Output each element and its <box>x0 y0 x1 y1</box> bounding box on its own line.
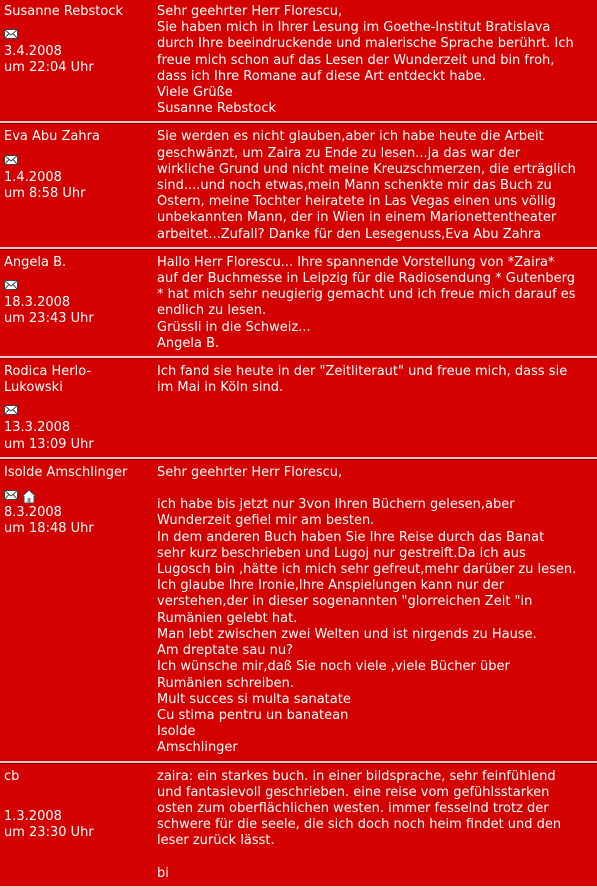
message-line: geschwänzt, um Zaira zu Ende zu lesen...ja das war der <box>157 145 521 161</box>
author-name: cb <box>4 768 20 784</box>
contact-icons <box>4 404 154 420</box>
entry-date: 1.3.2008 <box>4 808 62 824</box>
message-line: Susanne Rebstock <box>157 101 277 117</box>
entry-time: um 23:30 Uhr <box>4 824 94 840</box>
entry-meta <box>0 465 154 757</box>
entry-time: um 23:43 Uhr <box>4 311 94 327</box>
author-name: Susanne Rebstock <box>4 4 124 19</box>
message-line: Sehr geehrter Herr Florescu, <box>157 464 343 480</box>
message-line: Rumänien schreiben. <box>157 675 294 691</box>
guestbook-entry <box>0 0 597 123</box>
message-line: Hallo Herr Florescu... Ihre spannende Vorstellung von *Zaira* <box>157 254 555 270</box>
contact-icons <box>4 793 154 809</box>
entry-meta <box>0 129 154 242</box>
message-line: Am dreptate sau nu? <box>157 643 294 659</box>
entry-message <box>154 4 587 117</box>
message-line: Ostern, meine Tochter heiratete in Las Vegas einen uns völlig <box>157 194 556 210</box>
message-line: leser zurück lässt. <box>157 833 275 849</box>
author-name: Isolde Amschlinger <box>4 464 128 480</box>
entry-time: um 18:48 Uhr <box>4 521 94 537</box>
message-line: Rumänien gelebt hat. <box>157 610 298 626</box>
entry-date: 1.4.2008 <box>4 169 62 185</box>
message-line: Mult succes si multa sanatate <box>157 691 351 707</box>
mail-icon[interactable] <box>4 489 18 506</box>
entry-date: 18.3.2008 <box>4 295 71 311</box>
message-line: arbeitet...Zufall? Danke für den Lesegenuss,Eva Abu Zahra <box>157 226 542 242</box>
message-line: dass ich Ihre Romane auf diese Art entdeckt habe. <box>157 68 486 84</box>
mail-icon[interactable] <box>4 154 18 171</box>
guestbook-entry <box>0 125 597 248</box>
contact-icons <box>4 279 154 295</box>
entry-time: um 22:04 Uhr <box>4 60 94 76</box>
message-line: Ich fand sie heute in der "Zeitliteraut" und freue mich, dass sie <box>157 364 568 380</box>
message-line: Grüssli in die Schweiz... <box>157 319 311 335</box>
entry-message <box>154 129 587 242</box>
message-line <box>157 850 587 866</box>
message-line: * hat mich sehr neugierig gemacht und ich freue mich darauf es <box>157 287 576 303</box>
contact-icons <box>4 489 154 505</box>
message-line: bi <box>157 865 169 881</box>
message-line: sehr kurz beschrieben und Lugoj nur gestreift.Da ich aus <box>157 545 526 561</box>
message-line: endlich zu lesen. <box>157 303 267 319</box>
entry-message <box>154 364 587 453</box>
message-line: Lugosch bin ,hätte ich mich sehr gefreut,mehr darüber zu lesen. <box>157 562 577 578</box>
entry-meta <box>0 364 154 453</box>
message-line: wirkliche Grund und nicht meine Kreuzschmerzen, die erträglich <box>157 161 576 177</box>
entry-time: um 13:09 Uhr <box>4 436 94 452</box>
message-line: Viele Grüße <box>157 85 233 101</box>
message-line: zaira: ein starkes buch. in einer bildsprache, sehr feinfühlend <box>157 768 556 784</box>
message-line: Ich glaube Ihre Ironie,Ihre Anspielungen kann nur der <box>157 578 505 594</box>
entry-date: 8.3.2008 <box>4 505 62 521</box>
message-line: unbekannten Mann, der in Wien in einem Marionettentheater <box>157 210 557 226</box>
message-line: durch Ihre beeindruckende und malerische Sprache berührt. Ich <box>157 36 574 52</box>
message-line: In dem anderen Buch haben Sie Ihre Reise durch das Banat <box>157 529 545 545</box>
author-name: Angela B. <box>4 254 67 270</box>
entry-date: 13.3.2008 <box>4 420 71 436</box>
message-line: Wunderzeit gefiel mir am besten. <box>157 513 375 529</box>
entry-meta <box>0 769 154 882</box>
mail-icon[interactable] <box>4 28 18 45</box>
author-name: Rodica Herlo- Lukowski <box>4 364 92 396</box>
message-line: Angela B. <box>157 335 220 351</box>
message-line: schwere für die seele, die sich doch noch heim findet und den <box>157 817 562 833</box>
entry-meta <box>0 255 154 352</box>
entry-message <box>154 465 587 757</box>
mail-icon[interactable] <box>4 404 18 421</box>
message-line: Sie haben mich in Ihrer Lesung im Goethe-Institut Bratislava <box>157 20 551 36</box>
guestbook-entry <box>0 251 597 358</box>
entry-time: um 8:58 Uhr <box>4 185 86 201</box>
message-line: Isolde <box>157 724 196 740</box>
message-line: im Mai in Köln sind. <box>157 380 284 396</box>
message-line: Cu stima pentru un banatean <box>157 707 349 723</box>
guestbook-entry <box>0 461 597 763</box>
guestbook-entry <box>0 360 597 459</box>
entry-message <box>154 769 587 882</box>
entry-meta <box>0 4 154 117</box>
message-line: Sehr geehrter Herr Florescu, <box>157 4 343 19</box>
contact-icons <box>4 28 154 44</box>
message-line: auf der Buchmesse in Leipzig für die Radiosendung * Gutenberg <box>157 271 576 287</box>
message-line: verstehen,der in dieser sogenannten "glorreichen Zeit "in <box>157 594 533 610</box>
mail-icon[interactable] <box>4 279 18 296</box>
entry-date: 3.4.2008 <box>4 44 62 60</box>
message-line: Man lebt zwischen zwei Welten und ist nirgends zu Hause. <box>157 626 537 642</box>
author-name: Eva Abu Zahra <box>4 129 100 145</box>
message-line: sind....und noch etwas,mein Mann schenkte mir das Buch zu <box>157 178 552 194</box>
message-line: und fantasievoll geschrieben. eine reise vom gefühlsstarken <box>157 784 550 800</box>
message-line: Ich wünsche mir,daß Sie noch viele ,viele Bücher über <box>157 659 510 675</box>
message-line: osten zum oberflächlichen westen. immer fesselnd trotz der <box>157 800 549 816</box>
message-line: Sie werden es nicht glauben,aber ich habe heute die Arbeit <box>157 129 544 145</box>
message-line <box>157 481 587 497</box>
message-line: Amschlinger <box>157 740 238 756</box>
entry-message <box>154 255 587 352</box>
message-line: ich habe bis jetzt nur 3von Ihren Büchern gelesen,aber <box>157 497 515 513</box>
guestbook-entry <box>0 765 597 888</box>
contact-icons <box>4 154 154 170</box>
message-line: freue mich schon auf das Lesen der Wunderzeit und bin froh, <box>157 52 555 68</box>
